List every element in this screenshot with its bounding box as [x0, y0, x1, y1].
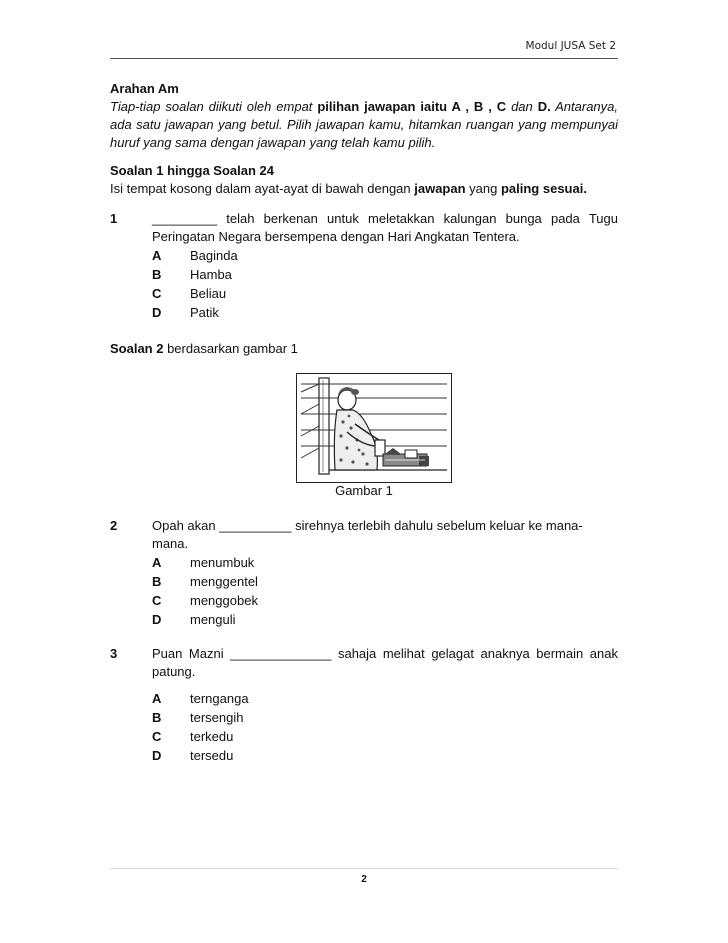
option-letter: A — [152, 248, 162, 263]
page-content — [110, 80, 618, 358]
option-d[interactable] — [152, 303, 618, 322]
instructions-choice-d: D. — [537, 99, 551, 114]
option-text: tersengih — [190, 710, 244, 725]
instructions-text-part: Antaranya, ada satu jawapan yang betul. Pilih jawapan kamu, hitamkan ruangan yang mempunyai huruf yang sama dengan jawapan yang telah kamu pilih. — [110, 99, 619, 150]
option-text: Hamba — [190, 267, 232, 282]
section-text-part: Isi tempat kosong dalam ayat-ayat di bawah dengan — [110, 181, 415, 196]
option-letter: A — [152, 555, 162, 570]
option-text: menggentel — [190, 574, 258, 589]
question-2 — [110, 517, 618, 553]
option-letter: D — [152, 748, 162, 763]
option-letter: B — [152, 267, 162, 282]
section-emphasis: paling sesuai. — [500, 181, 587, 196]
section-instruction — [110, 180, 618, 198]
question-number: 1 — [110, 211, 118, 226]
page-number: 2 — [361, 874, 367, 885]
instructions-text-part: Tiap-tiap soalan diikuti oleh empat — [110, 99, 318, 114]
option-a[interactable] — [152, 553, 618, 572]
section-text-part: yang — [465, 181, 501, 196]
questions-2-3 — [110, 517, 618, 765]
option-d[interactable] — [152, 746, 618, 765]
header-divider — [110, 58, 618, 59]
option-letter: B — [152, 574, 162, 589]
question-3 — [110, 645, 618, 681]
option-text: Baginda — [190, 248, 238, 263]
question-number: 3 — [110, 646, 118, 661]
soalan2-text: berdasarkan gambar 1 — [163, 341, 298, 356]
section-title: Soalan 1 hingga Soalan 24 — [110, 163, 274, 178]
option-c[interactable] — [152, 284, 618, 303]
option-c[interactable] — [152, 591, 618, 610]
option-text: tersedu — [190, 748, 234, 763]
instructions-choices: pilihan jawapan iaitu A , B , C — [317, 99, 507, 114]
option-a[interactable] — [152, 246, 618, 265]
option-letter: D — [152, 305, 162, 320]
option-text: menggobek — [190, 593, 258, 608]
figure-gambar-1 — [296, 373, 452, 483]
question-number: 2 — [110, 518, 118, 533]
option-letter: D — [152, 612, 162, 627]
soalan2-intro — [110, 340, 618, 358]
option-text: menguli — [190, 612, 236, 627]
option-letter: B — [152, 710, 162, 725]
option-letter: C — [152, 593, 162, 608]
option-a[interactable] — [152, 689, 618, 708]
option-text: Patik — [190, 305, 219, 320]
option-c[interactable] — [152, 727, 618, 746]
question-text: Opah akan __________ sirehnya terlebih dahulu sebelum keluar ke mana-mana. — [152, 518, 583, 551]
instructions-title: Arahan Am — [110, 81, 179, 96]
option-b[interactable] — [152, 708, 618, 727]
option-d[interactable] — [152, 610, 618, 629]
option-letter: A — [152, 691, 162, 706]
option-b[interactable] — [152, 265, 618, 284]
grandmother-illustration — [297, 374, 451, 482]
question-1 — [110, 210, 618, 246]
option-text: menumbuk — [190, 555, 255, 570]
question-text: Puan Mazni ______________ sahaja melihat gelagat anaknya bermain anak patung. — [152, 646, 618, 679]
option-text: terkedu — [190, 729, 234, 744]
option-letter: C — [152, 286, 162, 301]
instructions-text — [110, 98, 618, 152]
option-text: Beliau — [190, 286, 227, 301]
module-header: Modul JUSA Set 2 — [525, 40, 616, 52]
footer-divider — [110, 868, 618, 869]
option-letter: C — [152, 729, 162, 744]
soalan2-label: Soalan 2 — [110, 341, 164, 356]
section-emphasis: jawapan — [414, 181, 466, 196]
option-text: ternganga — [190, 691, 249, 706]
option-b[interactable] — [152, 572, 618, 591]
question-text: _________ telah berkenan untuk meletakkan kalungan bunga pada Tugu Peringatan Negara bersempena dengan Hari Angkatan Tentera. — [152, 211, 618, 244]
figure-caption: Gambar 1 — [335, 483, 393, 498]
instructions-text-part: dan — [506, 99, 538, 114]
